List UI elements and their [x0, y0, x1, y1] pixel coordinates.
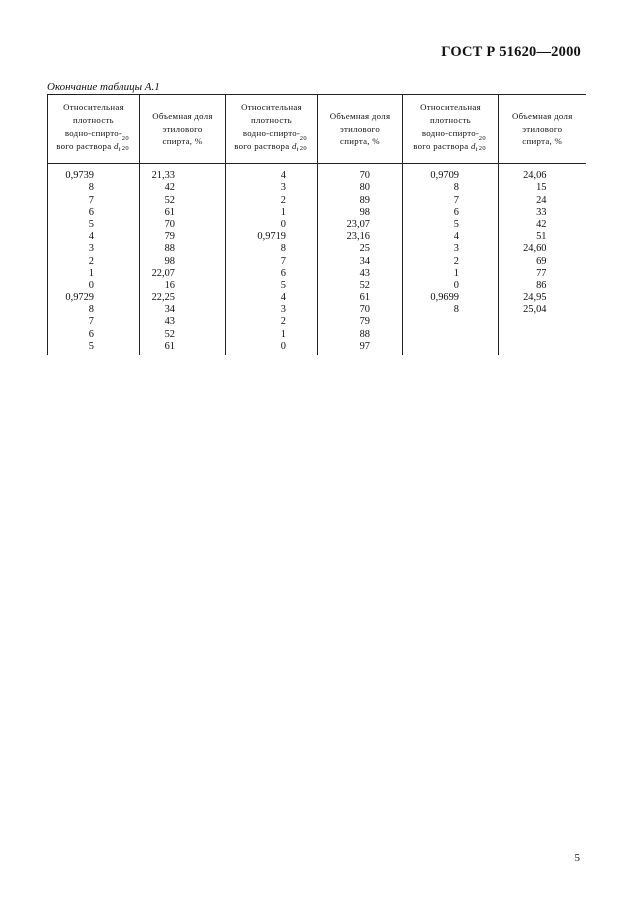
table-cell: 6: [88, 328, 94, 340]
header-density-1: [48, 95, 140, 164]
table-cell: 16: [164, 279, 175, 291]
column-volume-1: [140, 164, 226, 355]
table-cell: 70: [359, 304, 370, 316]
table-cell: 23,07: [346, 218, 370, 230]
table-cell: 43: [164, 316, 175, 328]
header-density-line4: вого раствора: [234, 141, 290, 152]
table-cell: 0,9729: [65, 292, 94, 304]
density-sub: 20: [121, 145, 129, 153]
table-cell: 24,06: [523, 170, 547, 182]
table-cell: 25,04: [523, 304, 547, 316]
table-cell: 7: [88, 194, 94, 206]
header-volume-line3: спирта, %: [522, 136, 563, 147]
table-cell: 34: [164, 304, 175, 316]
density-symbol: d: [113, 141, 119, 152]
table-cell: 1: [280, 206, 286, 218]
header-volume-line2: этилового: [522, 123, 563, 134]
table-header-row: [48, 95, 586, 164]
table-cell: 86: [536, 279, 547, 291]
page-number: 5: [574, 852, 580, 864]
header-density-3: [403, 95, 499, 164]
header-volume-2: [318, 95, 403, 164]
header-volume-line2: этилового: [162, 123, 203, 134]
table-cell: 97: [359, 340, 370, 352]
header-density-line1: Относительная: [420, 102, 481, 112]
density-symbol-sub-t: t: [296, 146, 299, 154]
table-cell: 52: [164, 194, 175, 206]
header-volume-line1: Объемная доля: [329, 110, 391, 121]
table-cell: 88: [164, 243, 175, 255]
table-cell: 5: [280, 279, 286, 291]
table-cell: 42: [164, 182, 175, 194]
table-cell: 8: [280, 243, 286, 255]
table-cell: 0: [280, 218, 286, 230]
table-cell: 23,16: [346, 231, 370, 243]
table-cell: 0: [88, 279, 94, 291]
header-volume-line2: этилового: [339, 123, 381, 134]
table-cell: 61: [359, 292, 370, 304]
table-cell: 7: [453, 194, 459, 206]
table-cell: 70: [359, 170, 370, 182]
density-sub: 20: [299, 145, 307, 153]
header-density-line3: водно-спирто-: [242, 127, 301, 138]
table-cell: 7: [88, 316, 94, 328]
table-cell: 6: [88, 206, 94, 218]
table-cell: 24,60: [523, 243, 547, 255]
table-cell: 2: [280, 194, 286, 206]
density-symbol: d: [291, 141, 297, 152]
table-cell: 69: [536, 255, 547, 267]
table-cell: 3: [453, 243, 459, 255]
header-density-line3: водно-спирто-: [64, 127, 123, 138]
column-volume-3: [499, 164, 586, 355]
table-cell: 61: [164, 206, 175, 218]
table-cell: 5: [88, 218, 94, 230]
table-cell: 79: [164, 231, 175, 243]
table-cell: 70: [164, 218, 175, 230]
table-cell: 51: [536, 231, 547, 243]
table-cell: 2: [280, 316, 286, 328]
header-density-line1: Относительная: [241, 102, 302, 112]
density-sup: 20: [478, 135, 486, 143]
density-sup: 20: [121, 135, 129, 143]
table-cell: 8: [453, 304, 459, 316]
table-body-row: [48, 164, 586, 355]
table-cell: 7: [280, 255, 286, 267]
table-cell: 79: [359, 316, 370, 328]
table-cell: 8: [88, 182, 94, 194]
table-cell: 0,9699: [430, 292, 459, 304]
table-cell: 89: [359, 194, 370, 206]
header-volume-line1: Объемная доля: [511, 110, 573, 121]
table-cell: 88: [359, 328, 370, 340]
density-indices: [475, 135, 488, 154]
table-cell: 52: [359, 279, 370, 291]
table-cell: 98: [359, 206, 370, 218]
header-density-line2: плотность: [250, 114, 292, 125]
table-cell: 3: [280, 182, 286, 194]
table-cell: 42: [536, 218, 547, 230]
table-caption: Окончание таблицы А.1: [47, 81, 160, 93]
density-symbol: d: [470, 141, 476, 152]
header-volume-line1: Объемная доля: [152, 110, 213, 121]
table-cell: 34: [359, 255, 370, 267]
table-cell: 8: [453, 182, 459, 194]
table-cell: 2: [453, 255, 459, 267]
table-cell: 61: [164, 340, 175, 352]
density-table: [47, 94, 586, 355]
table-cell: 52: [164, 328, 175, 340]
header-volume-1: [140, 95, 226, 164]
header-density-2: [226, 95, 318, 164]
table-cell: 33: [536, 206, 547, 218]
table-cell: 3: [280, 304, 286, 316]
table-cell: 0: [280, 340, 286, 352]
table-cell: 0,9739: [65, 170, 94, 182]
table-cell: 6: [453, 206, 459, 218]
standard-id: ГОСТ Р 51620—2000: [441, 44, 581, 60]
column-density-1: [48, 164, 140, 355]
column-density-3: [403, 164, 499, 355]
table-cell: 1: [88, 267, 94, 279]
table-cell: 4: [280, 170, 286, 182]
column-density-2: [226, 164, 318, 355]
table-cell: 4: [280, 292, 286, 304]
table-cell: 22,07: [151, 267, 175, 279]
table-cell: 6: [280, 267, 286, 279]
header-density-line4: вого раствора: [56, 141, 112, 152]
table-cell: 4: [88, 231, 94, 243]
density-indices: [118, 135, 131, 154]
header-volume-3: [499, 95, 586, 164]
table-cell: 25: [359, 243, 370, 255]
table-cell: 3: [88, 243, 94, 255]
header-density-line2: плотность: [429, 114, 471, 125]
density-symbol-sub-t: t: [118, 146, 121, 154]
table-cell: 43: [359, 267, 370, 279]
table-cell: 22,25: [151, 292, 175, 304]
density-sub: 20: [478, 145, 486, 153]
table-cell: 2: [88, 255, 94, 267]
header-volume-line3: спирта, %: [162, 136, 203, 147]
table-cell: 8: [88, 304, 94, 316]
column-volume-2: [318, 164, 403, 355]
header-density-line4: вого раствора: [413, 141, 469, 152]
table-cell: 98: [164, 255, 175, 267]
table-cell: 0,9719: [257, 231, 286, 243]
density-symbol-sub-t: t: [475, 146, 478, 154]
table-cell: 5: [88, 340, 94, 352]
table-cell: 4: [453, 231, 459, 243]
table-cell: 0,9709: [430, 170, 459, 182]
table-cell: 0: [453, 279, 459, 291]
table-cell: 1: [280, 328, 286, 340]
table-cell: 77: [536, 267, 547, 279]
table-cell: 5: [453, 218, 459, 230]
table-cell: 15: [536, 182, 547, 194]
table-cell: 24: [536, 194, 547, 206]
header-volume-line3: спирта, %: [340, 136, 380, 147]
header-density-line1: Относительная: [63, 102, 124, 112]
header-density-line2: плотность: [72, 114, 114, 125]
header-density-line3: водно-спирто-: [421, 127, 480, 138]
density-sup: 20: [299, 135, 307, 143]
table-cell: 24,95: [523, 292, 547, 304]
table-cell: 1: [453, 267, 459, 279]
table-cell: 80: [359, 182, 370, 194]
table-cell: 21,33: [151, 170, 175, 182]
density-indices: [296, 135, 309, 154]
